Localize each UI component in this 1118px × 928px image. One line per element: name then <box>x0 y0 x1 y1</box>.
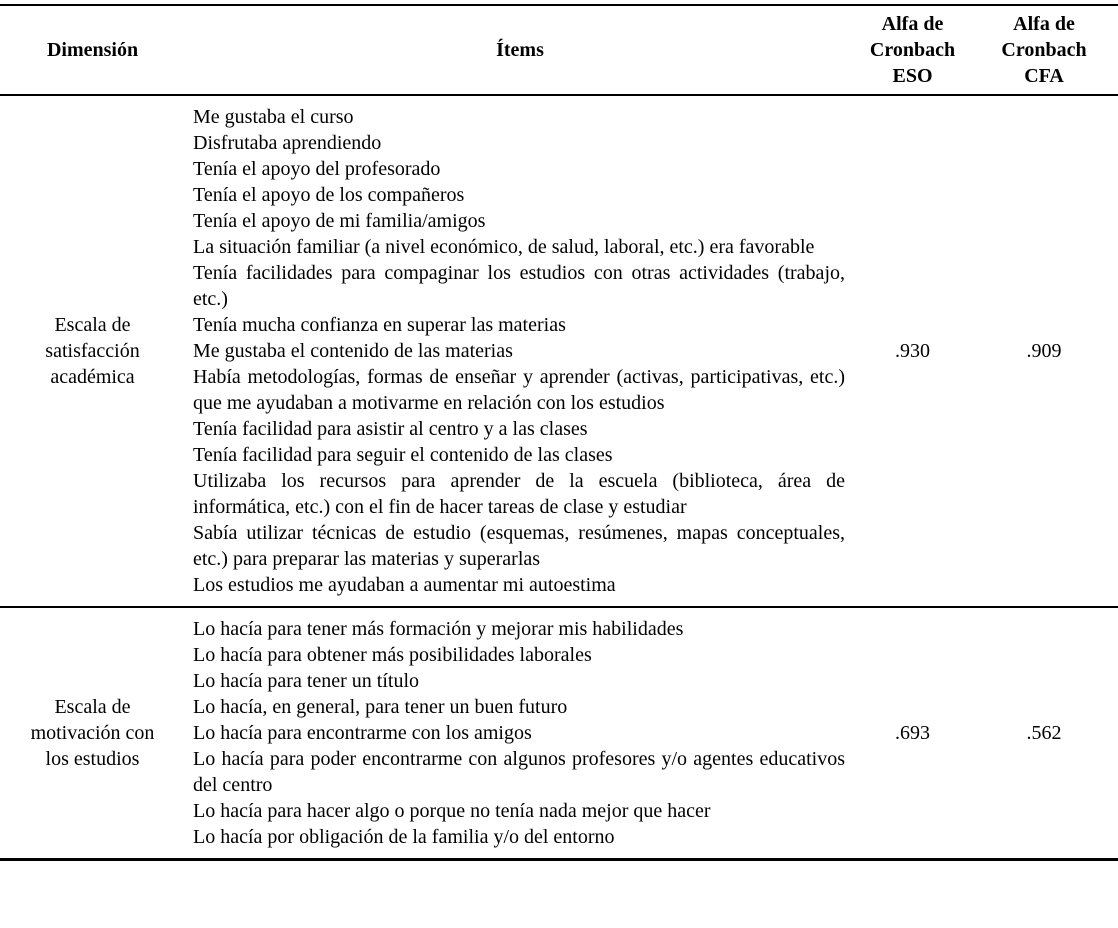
item-text: Tenía facilidades para compaginar los estudios con otras actividades (trabajo, etc.) <box>193 262 845 310</box>
table-row-motivacion <box>0 607 1118 860</box>
header-items: Ítems <box>496 39 544 61</box>
header-line: Alfa de <box>881 13 944 35</box>
header-row <box>0 5 1118 95</box>
items-cell <box>185 95 855 607</box>
item-text: Lo hacía para tener un título <box>193 670 420 692</box>
alfa-cfa-value: .562 <box>1026 722 1062 744</box>
header-line: CFA <box>1024 65 1064 87</box>
item-text: Los estudios me ayudaban a aumentar mi autoestima <box>193 574 616 596</box>
item-text: Lo hacía para poder encontrarme con algunos profesores y/o agentes educativos del centro <box>193 748 845 796</box>
item-text: Lo hacía para obtener más posibilidades laborales <box>193 644 592 666</box>
item-text: Me gustaba el contenido de las materias <box>193 340 513 362</box>
item-text: Tenía el apoyo de los compañeros <box>193 184 465 206</box>
header-alfa-cfa-lines <box>972 11 1116 89</box>
item-text: Sabía utilizar técnicas de estudio (esquemas, resúmenes, mapas conceptuales, etc.) para preparar las materias y superarlas <box>193 522 845 570</box>
item-text: Tenía mucha confianza en superar las materias <box>193 314 566 336</box>
alfa-cfa-value: .909 <box>1026 340 1062 362</box>
header-alfa-cronbach-cfa <box>970 5 1118 95</box>
item-text: Tenía el apoyo de mi familia/amigos <box>193 210 486 232</box>
item-text: Lo hacía, en general, para tener un buen futuro <box>193 696 568 718</box>
header-line: Alfa de <box>1013 13 1075 35</box>
header-dimension: Dimensión <box>46 39 139 61</box>
dimension-cell <box>0 95 185 607</box>
item-text: La situación familiar (a nivel económico, de salud, laboral, etc.) era favorable <box>193 236 815 258</box>
item-text: Lo hacía para hacer algo o porque no tenía nada mejor que hacer <box>193 800 711 822</box>
item-text: Lo hacía por obligación de la familia y/o del entorno <box>193 826 615 848</box>
table-row-satisfaccion <box>0 95 1118 607</box>
header-line: Cronbach <box>869 39 956 61</box>
header-line: ESO <box>892 65 933 87</box>
dimension-label: Escala de satisfacción académica <box>45 314 140 388</box>
item-text: Lo hacía para tener más formación y mejorar mis habilidades <box>193 618 684 640</box>
header-line: Cronbach <box>1001 39 1087 61</box>
item-text: Disfrutaba aprendiendo <box>193 132 382 154</box>
item-text: Tenía facilidad para seguir el contenido de las clases <box>193 444 613 466</box>
item-text: Me gustaba el curso <box>193 106 354 128</box>
items-cell <box>185 607 855 860</box>
alfa-eso-value: .930 <box>895 340 930 362</box>
dimension-label: Escala de motivación con los estudios <box>30 696 155 770</box>
item-text: Tenía el apoyo del profesorado <box>193 158 441 180</box>
item-text: Tenía facilidad para asistir al centro y a las clases <box>193 418 588 440</box>
dimension-cell <box>0 607 185 860</box>
header-alfa-eso-lines <box>857 11 968 89</box>
item-text: Utilizaba los recursos para aprender de la escuela (biblioteca, área de informática, etc.) con el fin de hacer tareas de clase y estudiar <box>193 470 845 518</box>
alfa-eso-value: .693 <box>895 722 930 744</box>
header-alfa-cronbach-eso <box>855 5 970 95</box>
item-text: Lo hacía para encontrarme con los amigos <box>193 722 532 744</box>
item-text: Había metodologías, formas de enseñar y aprender (activas, participativas, etc.) que me ayudaban a motivarme en relación con los estudios <box>193 366 845 414</box>
reliability-table <box>0 4 1118 861</box>
